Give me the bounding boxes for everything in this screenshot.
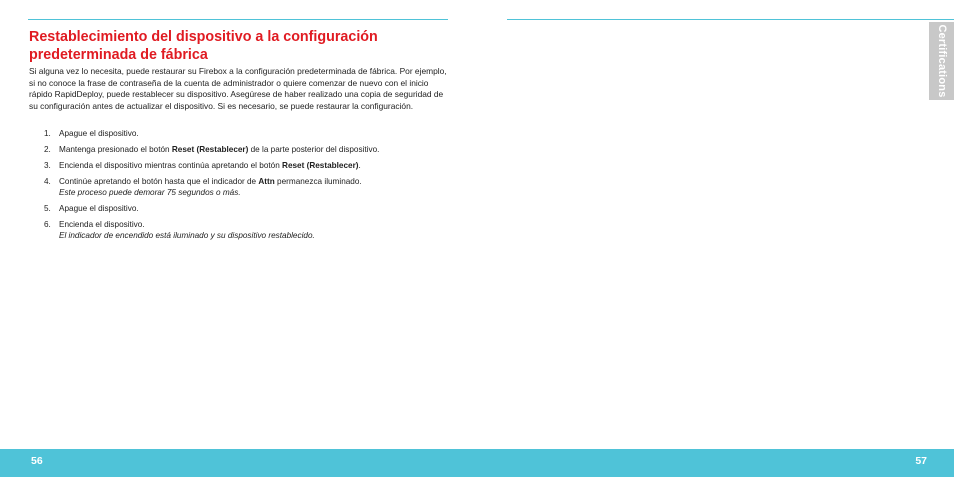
- step-text-pre: Encienda el dispositivo mientras continúa apretando el botón: [59, 160, 283, 170]
- step-number: 1.: [44, 129, 51, 138]
- step-text-post: de la parte posterior del dispositivo.: [248, 144, 380, 154]
- steps-list: [29, 128, 449, 246]
- list-item: [29, 160, 449, 172]
- step-text-pre: Continúe apretando el botón hasta que el indicador de: [59, 176, 259, 186]
- step-number: 6.: [44, 219, 51, 229]
- list-item: [29, 203, 449, 215]
- step-number: 3.: [44, 160, 51, 170]
- step-note: El indicador de encendido está iluminado y su dispositivo restablecido.: [59, 231, 315, 241]
- step-number: 2.: [44, 144, 51, 154]
- step-text: Apague el dispositivo.: [59, 129, 139, 138]
- attn-indicator-label: Attn: [258, 176, 275, 186]
- step-number: 4.: [44, 176, 51, 186]
- step-text: Apague el dispositivo.: [59, 204, 139, 214]
- step-text-post: permanezca iluminado.: [274, 176, 362, 186]
- top-rule-left: [28, 19, 448, 20]
- page-number-left: 56: [31, 455, 43, 467]
- list-item: [29, 128, 449, 140]
- step-text-post: .: [358, 160, 361, 170]
- certifications-tab: [929, 22, 954, 100]
- page-number-right: 57: [915, 455, 927, 467]
- list-item: [29, 219, 449, 242]
- section-heading: Restablecimiento del dispositivo a la configuración predeterminada de fábrica: [29, 29, 378, 63]
- step-note: Este proceso puede demorar 75 segundos o más.: [59, 188, 241, 198]
- intro-paragraph: Si alguna vez lo necesita, puede restaurar su Firebox a la configuración predeterminada de fábrica. Por ejemplo, si no conoce la frase de contraseña de la cuenta de administrador o quiere comenzar de nuevo con el inicio rápido RapidDeploy, puede restablecer su dispositivo. Asegúrese de haber realizado una copia de seguridad de su configuración antes de actualizar el dispositivo. Si es necesario, se puede restaurar la configuración.: [29, 66, 447, 112]
- side-tab-label: Certifications: [935, 24, 948, 98]
- reset-button-label: Reset (Restablecer): [282, 160, 359, 170]
- reset-button-label: Reset (Restablecer): [171, 144, 249, 154]
- step-text: Encienda el dispositivo.: [59, 219, 145, 229]
- list-item: [29, 144, 449, 156]
- step-number: 5.: [44, 204, 51, 214]
- page-footer: [0, 449, 954, 477]
- list-item: [29, 176, 449, 199]
- top-rule-right: [507, 19, 954, 20]
- step-text-pre: Mantenga presionado el botón: [59, 144, 172, 154]
